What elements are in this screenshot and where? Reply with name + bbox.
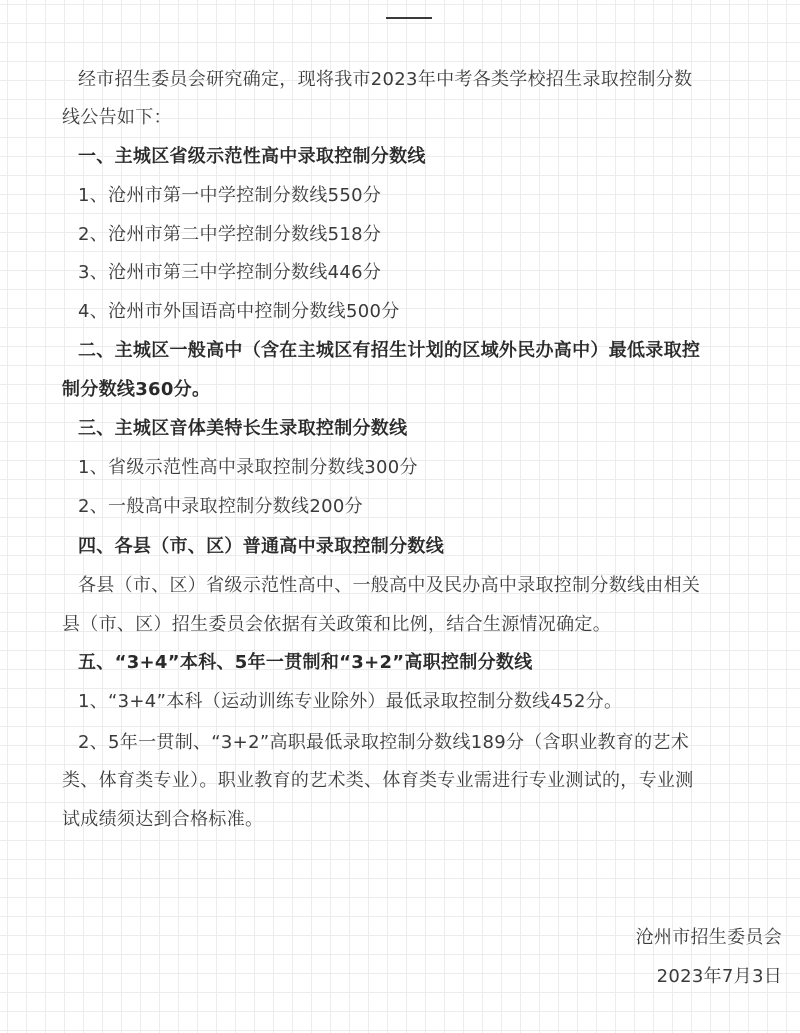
section-5-item-2-line-1: 2、5年一贯制、“3+2”高职最低录取控制分数线189分（含职业教育的艺术 [78,732,689,753]
issue-date: 2023年7月3日 [656,966,782,987]
section-1-heading: 一、主城区省级示范性高中录取控制分数线 [78,146,426,167]
section-1-item-1: 1、沧州市第一中学控制分数线550分 [78,185,382,206]
section-5-item-1: 1、“3+4”本科（运动训练专业除外）最低录取控制分数线452分。 [78,691,623,712]
section-5-heading: 五、“3+4”本科、5年一贯制和“3+2”高职控制分数线 [78,652,533,673]
section-1-item-3: 3、沧州市第三中学控制分数线446分 [78,262,382,283]
issuer-signature: 沧州市招生委员会 [635,927,782,948]
section-3-item-1: 1、省级示范性高中录取控制分数线300分 [78,457,418,478]
section-4-line-2: 县（市、区）招生委员会依据有关政策和比例，结合生源情况确定。 [62,614,611,635]
section-1-item-2: 2、沧州市第二中学控制分数线518分 [78,224,382,245]
intro-paragraph-line-2: 线公告如下： [62,107,172,128]
section-2-line-1: 二、主城区一般高中（含在主城区有招生计划的区域外民办高中）最低录取控 [78,340,701,361]
intro-paragraph-line-1: 经市招生委员会研究确定，现将我市2023年中考各类学校招生录取控制分数 [78,69,693,90]
section-5-item-2-line-2: 类、体育类专业）。职业教育的艺术类、体育类专业需进行专业测试的，专业测 [62,770,694,791]
section-3-item-2: 2、一般高中录取控制分数线200分 [78,496,363,517]
section-4-heading: 四、各县（市、区）普通高中录取控制分数线 [78,536,444,557]
section-4-line-1: 各县（市、区）省级示范性高中、一般高中及民办高中录取控制分数线由相关 [78,575,701,596]
section-3-heading: 三、主城区音体美特长生录取控制分数线 [78,418,408,439]
section-2-line-2: 制分数线360分。 [62,379,211,400]
section-5-item-2-line-3: 试成绩须达到合格标准。 [62,809,264,830]
title-divider [386,17,432,19]
section-1-item-4: 4、沧州市外国语高中控制分数线500分 [78,301,400,322]
